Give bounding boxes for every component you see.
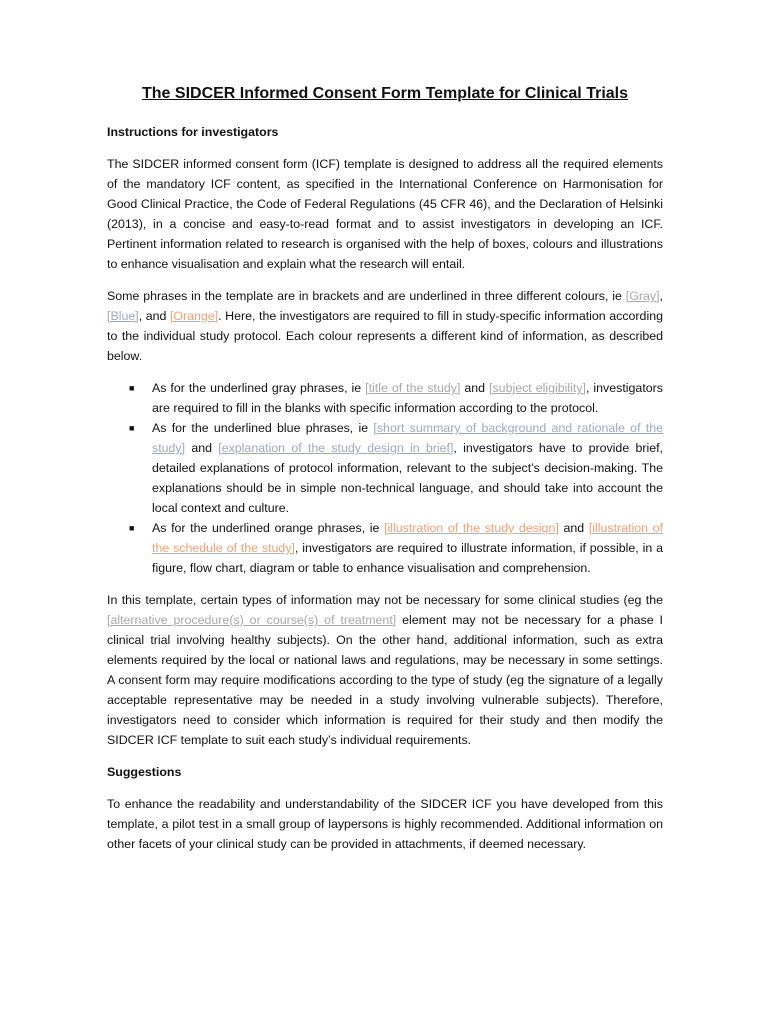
page-title: The SIDCER Informed Consent Form Template for Clinical Trials: [142, 85, 628, 102]
colour-paragraph: Some phrases in the template are in brackets and are underlined in three different colours, ie [Gray], [Blue], and [Orange]. Here, the investigators are required to fill in study-specific information according to the individual study protocol. Each colour represents a different kind of information, as described below.: [107, 289, 663, 363]
orange-placeholder: [illustration of the schedule of the study]: [152, 521, 663, 555]
gray-placeholder: [subject eligibility]: [489, 381, 586, 395]
intro-paragraph: The SIDCER informed consent form (ICF) template is designed to address all the required elements of the mandatory ICF content, as specified in the International Conference on Harmonisation for Good Clinical Practice, the Code of Federal Regulations (45 CFR 46), and the Declaration of Helsinki (2013), in a concise and easy-to-read format and to assist investigators in developing an ICF. Pertinent information related to research is organised with the help of boxes, colours and illustrations to enhance visualisation and explain what the research will entail.: [107, 157, 663, 271]
list-item: ■ As for the underlined orange phrases, ie [illustration of the study design] and [illustration of the schedule of the study], investigators are required to illustrate information, if possible, in a figure, flow chart, diagram or table to enhance visualisation and comprehension.: [107, 518, 663, 578]
suggestions-paragraph: To enhance the readability and understandability of the SIDCER ICF you have developed from this template, a pilot test in a small group of laypersons is highly recommended. Additional information on other facets of your clinical study can be provided in attachments, if deemed necessary.: [107, 797, 663, 851]
colour-bullet-list: [107, 378, 663, 578]
bullet-icon: ■: [129, 523, 135, 533]
bullet-icon: ■: [129, 423, 135, 433]
orange-placeholder: [illustration of the study design]: [384, 521, 559, 535]
blue-placeholder: [explanation of the study design in brief]: [218, 441, 454, 455]
orange-placeholder: [Orange]: [169, 309, 219, 323]
blue-placeholder: [Blue]: [107, 309, 139, 323]
gray-placeholder: [Gray]: [625, 289, 660, 303]
gray-placeholder: [alternative procedure(s) or course(s) of treatment]: [107, 613, 397, 627]
blue-placeholder: [short summary of background and rationale of the study]: [152, 421, 663, 455]
gray-placeholder: [title of the study]: [365, 381, 461, 395]
suggestions-heading: Suggestions: [107, 765, 182, 779]
bullet-icon: ■: [129, 383, 135, 393]
instructions-heading: Instructions for investigators: [107, 125, 279, 139]
list-item: ■ As for the underlined gray phrases, ie [title of the study] and [subject eligibility], investigators are required to fill in the blanks with specific information according to the protocol.: [107, 378, 663, 418]
list-item: ■ As for the underlined blue phrases, ie [short summary of background and rationale of the study] and [explanation of the study design in brief], investigators have to provide brief, detailed explanations of protocol information, relevant to the subject’s decision-making. The explanations should be in simple non-technical language, and should take into account the local context and culture.: [107, 418, 663, 518]
template-note-paragraph: In this template, certain types of information may not be necessary for some clinical studies (eg the [alternative procedure(s) or course(s) of treatment] element may not be necessary for a phase I clinical trial involving healthy subjects). On the other hand, additional information, such as extra elements required by the local or national laws and regulations, may be necessary in some settings. A consent form may require modifications according to the type of study (eg the signature of a legally acceptable representative may be needed in a study involving vulnerable subjects). Therefore, investigators need to consider which information is required for their study and then modify the SIDCER ICF template to suit each study’s individual requirements.: [107, 593, 663, 747]
document-body: [107, 122, 663, 854]
